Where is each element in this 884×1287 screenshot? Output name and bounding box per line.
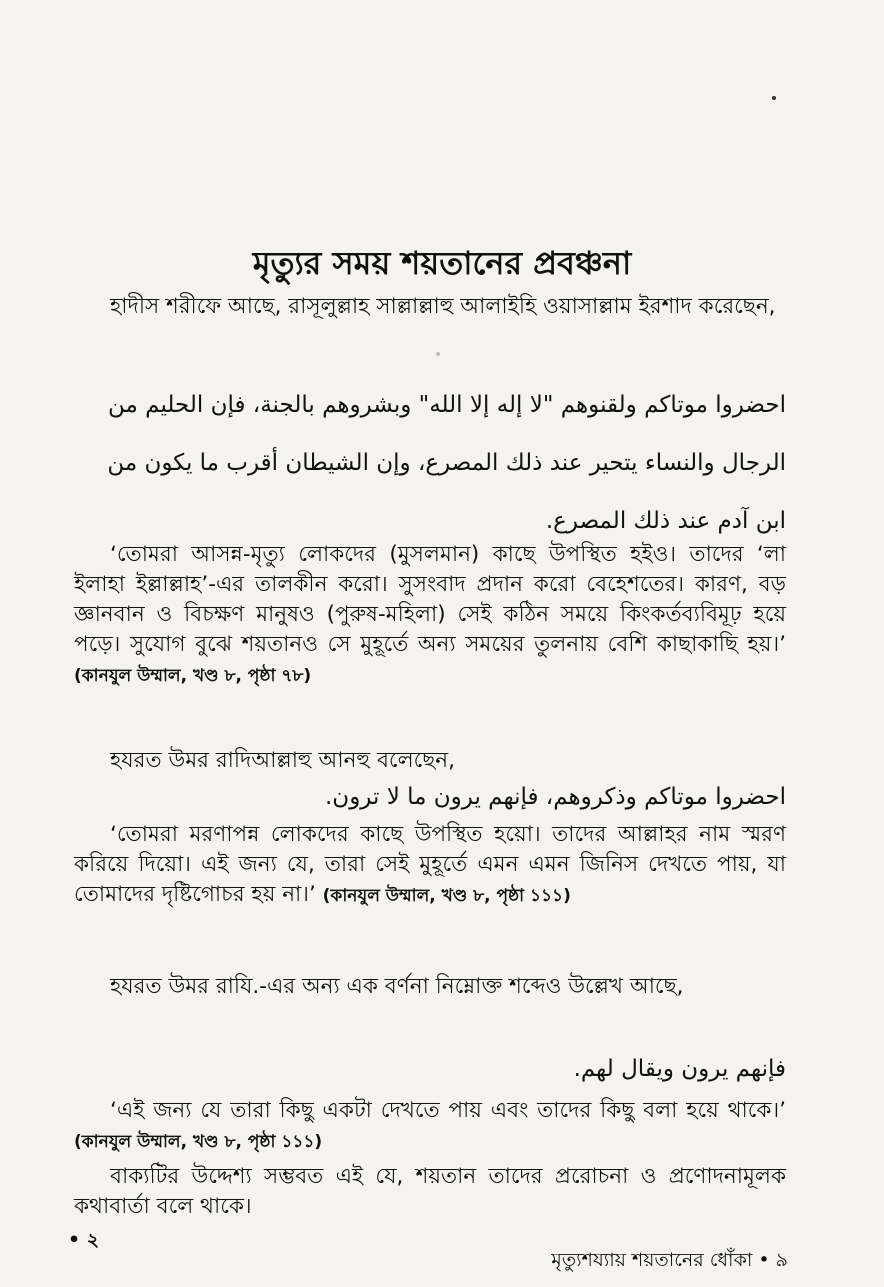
translation-text: ‘এই জন্য যে তারা কিছু একটা দেখতে পায় এবং তাদের কিছু বলা হয়ে থাকে।’: [110, 1098, 786, 1123]
citation: (কানযুল উম্মাল, খণ্ড ৮, পৃষ্ঠা ১১১): [74, 1132, 323, 1152]
running-footer: মৃত্যুশয্যায় শয়তানের ধোঁকা • ৯: [551, 1249, 788, 1271]
umar-narration-paragraph: হযরত উমর রাযি.-এর অন্য এক বর্ণনা নিম্নোক্ত শব্দেও উল্লেখ আছে,: [110, 974, 684, 999]
arabic-hadith-2: احضروا موتاكم وذكروهم، فإنهم يرون ما لا ترون.: [325, 784, 786, 810]
citation: (কানযুল উম্মাল, খণ্ড ৮, পৃষ্ঠা ১১১): [322, 886, 571, 906]
umar-intro-paragraph: হযরত উমর রাদিআল্লাহু আনহু বলেছেন,: [110, 748, 455, 773]
citation: (কানযুল উম্মাল, খণ্ড ৮, পৃষ্ঠা ৭৮): [74, 666, 312, 686]
chapter-title: মৃত্যুর সময় শয়তানের প্রবঞ্চনা: [252, 244, 632, 282]
translation-paragraph-2: [74, 820, 786, 911]
translation-paragraph-3: [74, 1096, 786, 1157]
arabic-hadith-1: احضروا موتاكم ولقنوهم "لا إله إلا الله" وبشروهم بالجنة، فإن الحليم من الرجال والنساء يتحير عند ذلك المصرع، وإن الشيطان أقرب ما يكون من ابن آدم عند ذلك المصرع.: [107, 392, 786, 534]
intro-paragraph: হাদীস শরীফে আছে, রাসূলুল্লাহ সাল্লাল্লাহু আলাইহি ওয়াসাল্লাম ইরশাদ করেছেন,: [110, 294, 776, 319]
arabic-hadith-3: فإنهم يرون ويقال لهم.: [573, 1056, 786, 1082]
translation-text: ‘তোমরা মরণাপন্ন লোকদের কাছে উপস্থিত হয়ো। তাদের আল্লাহর নাম স্মরণ করিয়ে দিয়ো। এই জন্য যে, তারা সেই মুহূর্তে এমন এমন জিনিস দেখতে পায়, যা তোমাদের দৃষ্টিগোচর হয় না।’: [74, 822, 786, 907]
translation-text: ‘তোমরা আসন্ন-মৃত্যু লোকদের (মুসলমান) কাছে উপস্থিত হইও। তাদের ‘লা ইলাহা ইল্লাল্লাহ’-এর তালকীন করো। সুসংবাদ প্রদান করো বেহেশতের। কারণ, বড় জ্ঞানবান ও বিচক্ষণ মানুষও (পুরুষ-মহিলা) সেই কঠিন সময়ে কিংকর্তব্যবিমূঢ় হয়ে পড়ে। সুযোগ বুঝে শয়তানও সে মুহূর্তে অন্য সময়ের তুলনায় বেশি কাছাকাছি হয়।’: [74, 542, 786, 657]
ink-speck: [772, 96, 776, 100]
page-marker: • ২: [68, 1229, 100, 1251]
explanation-paragraph: বাক্যটির উদ্দেশ্য সম্ভবত এই যে, শয়তান তাদের প্ররোচনা ও প্রণোদনামূলক কথাবার্তা বলে থাকে।: [74, 1164, 786, 1219]
ink-speck: [436, 352, 440, 356]
translation-paragraph-1: [74, 540, 786, 691]
